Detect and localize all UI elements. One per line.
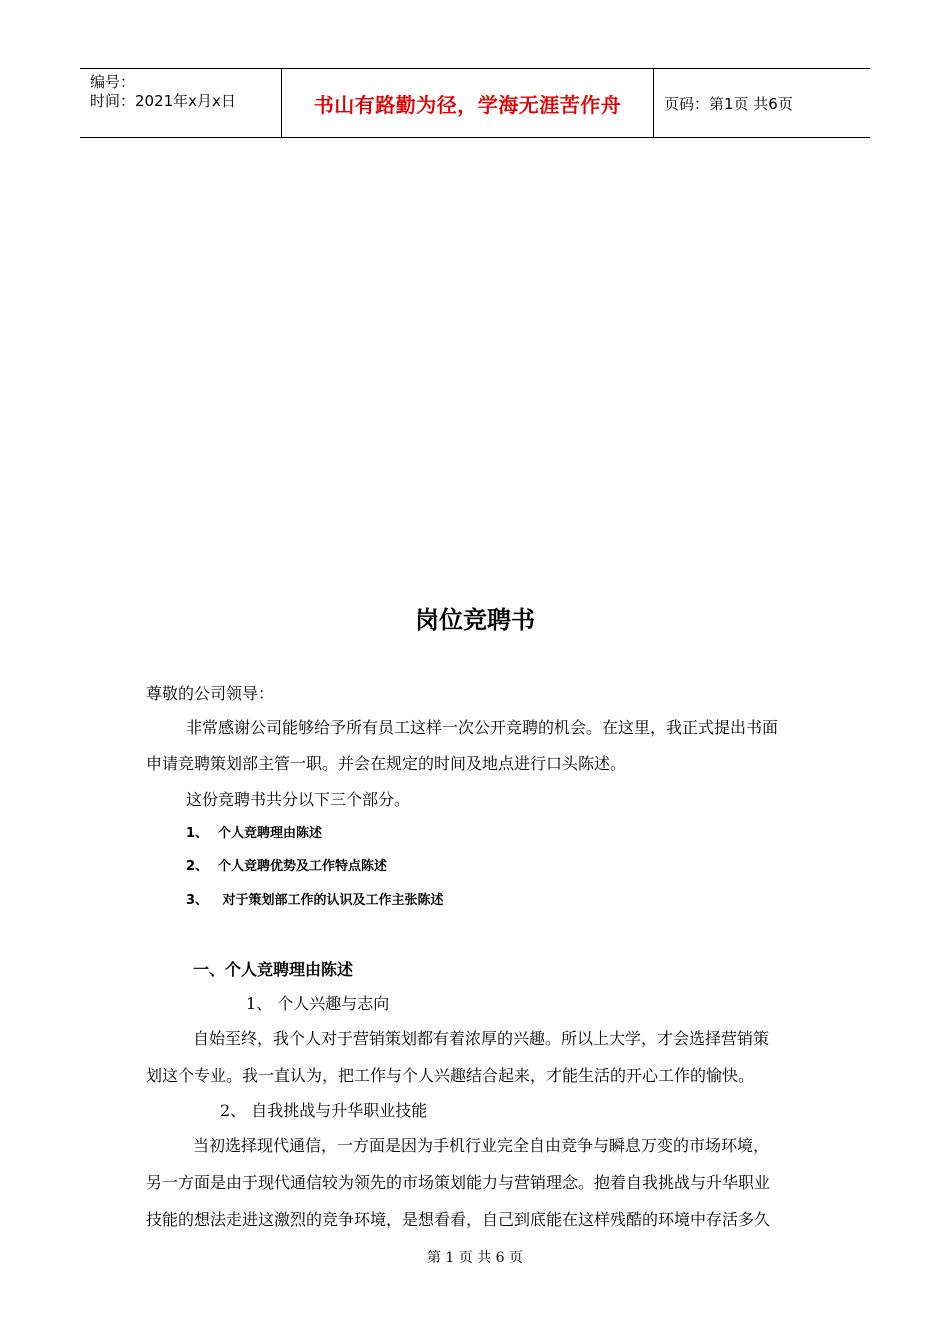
intro-line-2: 申请竞聘策划部主管一职。并会在规定的时间及地点进行口头陈述。 (146, 754, 627, 773)
list-item-text: 对于策划部工作的认识及工作主张陈述 (218, 893, 444, 908)
paragraph-line: 划这个专业。我一直认为，把工作与个人兴趣结合起来，才能生活的开心工作的愉快。 (146, 1066, 755, 1085)
date-line: 时间：2021年x月x日 (90, 92, 236, 110)
paragraph-line: 技能的想法走进这激烈的竞争环境，是想看看，自己到底能在这样残酷的环境中存活多久 (146, 1210, 771, 1229)
header-motto-cell (282, 69, 654, 137)
document-title: 岗位竞聘书 (415, 606, 535, 634)
list-item (186, 889, 444, 908)
subsection-heading-2: 2、 自我挑战与升华职业技能 (220, 1101, 428, 1120)
motto: 书山有路勤为径，学海无涯苦作舟 (313, 92, 622, 117)
header-meta-cell (80, 69, 282, 137)
intro-line-1: 非常感谢公司能够给予所有员工这样一次公开竞聘的机会。在这里，我正式提出书面 (186, 718, 779, 737)
list-item-number: 2、 (186, 859, 209, 874)
paragraph-line: 另一方面是由于现代通信较为领先的市场策划能力与营销理念。抱着自我挑战与升华职业 (146, 1173, 771, 1192)
paragraph-line: 当初选择现代通信，一方面是因为手机行业完全自由竞争与瞬息万变的市场环境， (193, 1136, 770, 1155)
paragraph-line: 自始至终，我个人对于营销策划都有着浓厚的兴趣。所以上大学，才会选择营销策 (193, 1029, 770, 1048)
header-page-cell (654, 69, 870, 137)
number-label: 编号： (90, 73, 136, 91)
greeting: 尊敬的公司领导： (146, 684, 275, 703)
list-item (186, 855, 387, 874)
list-item (186, 822, 322, 841)
section-heading: 一、个人竞聘理由陈述 (193, 960, 354, 979)
parts-intro: 这份竞聘书共分以下三个部分。 (186, 790, 411, 809)
page-info: 页码：第1页 共6页 (664, 94, 793, 113)
list-item-number: 3、 (186, 893, 209, 908)
page-footer: 第 1 页 共 6 页 (426, 1250, 524, 1266)
list-item-text: 个人竞聘理由陈述 (218, 826, 323, 841)
header-table (80, 68, 870, 138)
list-item-number: 1、 (186, 826, 209, 841)
list-item-text: 个人竞聘优势及工作特点陈述 (218, 859, 388, 874)
subsection-heading-1: 1、 个人兴趣与志向 (246, 994, 390, 1013)
